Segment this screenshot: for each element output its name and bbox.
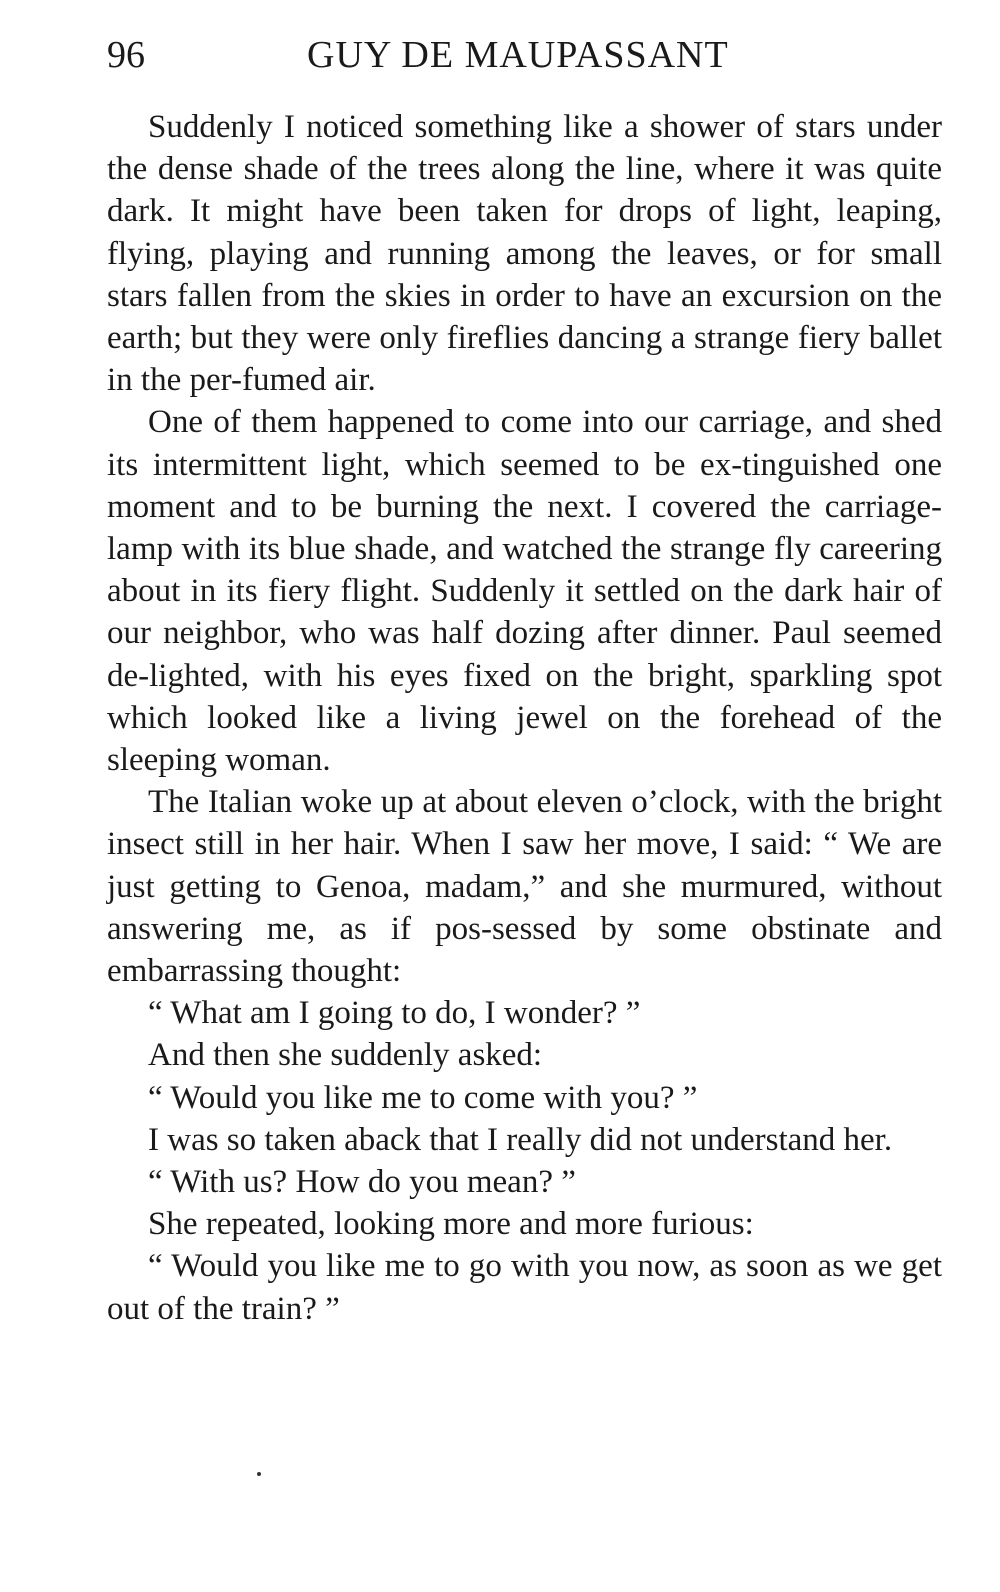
narration-line: And then she suddenly asked: <box>148 1037 543 1074</box>
body-text <box>107 106 942 1330</box>
narration-line: She repeated, looking more and more furious: <box>148 1206 754 1243</box>
running-title: GUY DE MAUPASSANT <box>307 34 729 76</box>
dialogue-line: “ With us? How do you mean? ” <box>148 1164 576 1201</box>
narration-line: I was so taken aback that I really did not understand her. <box>148 1121 893 1158</box>
paragraph-carriage: One of them happened to come into our carriage, and shed its intermittent light, which seemed to be ex-tinguished one moment and to be burning the next. I covered the carriage-lamp with its blue shade, and watched the strange fly careering about in its fiery flight. Suddenly it settled on the dark hair of our neighbor, who was half dozing after dinner. Paul seemed de-lighted, with his eyes fixed on the bright, sparkling spot which looked like a living jewel on the forehead of the sleeping woman. <box>107 404 942 779</box>
paragraph-fireflies: Suddenly I noticed something like a shower of stars under the dense shade of the trees along the line, where it was quite dark. It might have been taken for drops of light, leaping, flying, playing and running among the leaves, or for small stars fallen from the skies in order to have an excursion on the earth; but they were only fireflies dancing a strange fiery ballet in the per-fumed air. <box>107 109 942 399</box>
dialogue-line: “ Would you like me to come with you? ” <box>148 1079 698 1116</box>
dialogue-line: “ What am I going to do, I wonder? ” <box>148 995 641 1032</box>
ink-speck <box>257 1472 261 1476</box>
paragraph-italian-wakes: The Italian woke up at about eleven o’clock, with the bright insect still in her hair. When I saw her move, I said: “ We are just getting to Genoa, madam,” and she murmured, without answering me, as if pos-sessed by some obstinate and embarrassing thought: <box>107 784 942 990</box>
dialogue-line: “ Would you like me to go with you now, as soon as we get out of the train? ” <box>107 1248 942 1327</box>
page-header <box>107 30 942 80</box>
page-number: 96 <box>107 34 145 76</box>
